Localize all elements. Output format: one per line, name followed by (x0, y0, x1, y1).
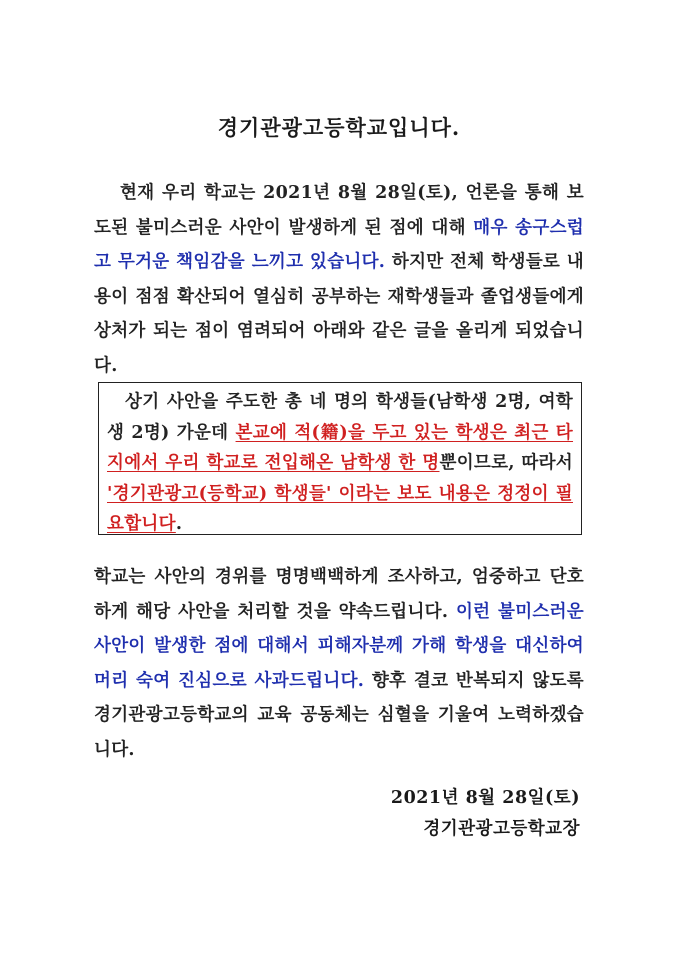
notice-correction-highlight-1: 본교에 적(籍)을 두고 있는 학생은 최근 타지에서 우리 학교로 전입해온 남학생 한 명 (107, 422, 574, 473)
notice-correction-highlight-2: '경기관광고(등학교) 학생들' 이라는 보도 내용은 정정이 필요합니다 (107, 483, 573, 534)
apology-victim-highlight: 이런 불미스러운 사안이 발생한 점에 대해서 피해자분께 가해 학생을 대신하여 머리 숙여 진심으로 사과드립니다. (94, 601, 585, 691)
paragraph-statement-text: 현재 우리 학교는 2021년 8월 28일(토), 언론을 통해 보도된 불미스러운 사안이 발생하게 된 점에 대해 (94, 183, 584, 238)
notice-text-1: 상기 사안을 주도한 총 네 명의 학생들(남학생 2명, 여학생 2명) 가운데 (107, 392, 573, 443)
paragraph-statement-text-2: 하지만 전체 학생들로 내용이 점점 확산되어 열심히 공부하는 재학생들과 졸업생들에게 상처가 되는 점이 염려되어 아래와 같은 글을 올리게 되었습니다. (94, 252, 584, 376)
apology-highlight: 매우 송구스럽고 무거운 책임감을 느끼고 있습니다. (94, 217, 584, 272)
paragraph-statement (94, 176, 584, 383)
paragraph-promise-text: 학교는 사안의 경위를 명명백백하게 조사하고, 엄중하고 단호하게 해당 사안을 처리할 것을 약속드립니다. (94, 567, 584, 622)
boxed-notice (98, 382, 582, 535)
paragraph-promise-text-2: 향후 결코 반복되지 않도록 경기관광고등학교의 교육 공동체는 심혈을 기울여 노력하겠습니다. (94, 670, 584, 760)
paragraph-promise (94, 560, 584, 767)
document-date: 2021년 8월 28일(토) (390, 788, 580, 808)
notice-text-2: 뿐이므로, 따라서 (439, 453, 573, 473)
boxed-notice-text (107, 387, 573, 540)
document-title: 경기관광고등학교입니다. (217, 115, 461, 140)
document-signer: 경기관광고등학교장 (423, 819, 580, 839)
notice-text-3: . (175, 514, 183, 534)
